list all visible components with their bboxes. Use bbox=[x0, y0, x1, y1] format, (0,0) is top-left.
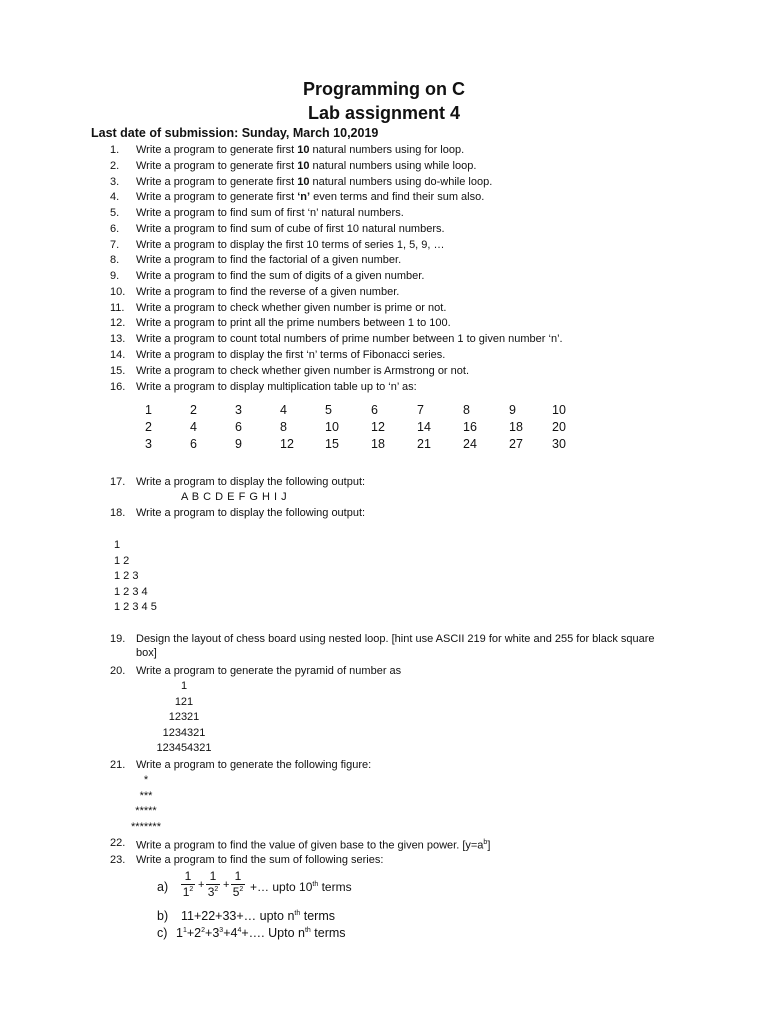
triangle-line: 1 2 bbox=[114, 554, 130, 567]
table-cell: 6 bbox=[190, 437, 197, 451]
list-item bbox=[110, 316, 451, 330]
list-item bbox=[110, 285, 400, 299]
denominator-base: 5 bbox=[232, 885, 240, 899]
series-c-label: c) bbox=[157, 926, 168, 940]
triangle-line: 1 bbox=[114, 539, 121, 551]
table-cell: 3 bbox=[235, 403, 242, 417]
list-item bbox=[110, 159, 477, 173]
item-number: 4. bbox=[110, 191, 120, 203]
item-text: Write a program to find sum of first ‘n’ natural numbers. bbox=[136, 207, 404, 219]
table-cell: 4 bbox=[280, 403, 287, 417]
item-text: Write a program to find the factorial of a given number. bbox=[136, 254, 402, 266]
item-text: Write a program to find the sum of digits of a given number. bbox=[136, 270, 425, 282]
list-item bbox=[110, 206, 404, 220]
list-item bbox=[110, 758, 372, 772]
table-cell: 18 bbox=[509, 420, 523, 434]
table-cell: 9 bbox=[509, 403, 516, 417]
list-item bbox=[110, 506, 366, 520]
item-number: 23. bbox=[110, 854, 126, 866]
list-item bbox=[110, 632, 655, 659]
item-number: 1. bbox=[110, 144, 120, 156]
table-cell: 21 bbox=[417, 437, 431, 451]
item-text: Write a program to generate the following figure: bbox=[136, 759, 372, 771]
item-number: 7. bbox=[110, 239, 120, 251]
table-cell: 10 bbox=[325, 420, 339, 434]
pyramid-line: 12321 bbox=[168, 711, 200, 723]
table-cell: 4 bbox=[190, 420, 197, 434]
item-text: Write a program to generate first ‘n’ even terms and find their sum also. bbox=[136, 191, 485, 203]
table-cell: 9 bbox=[235, 437, 242, 451]
exponent: 2 bbox=[239, 886, 244, 893]
exponent: 2 bbox=[214, 886, 219, 893]
list-item bbox=[110, 364, 469, 378]
item-text: Design the layout of chess board using nested loop. [hint use ASCII 219 for white and 255 for black square box] bbox=[136, 633, 655, 659]
item-text-part: ] bbox=[487, 839, 491, 852]
item-number: 15. bbox=[110, 365, 126, 377]
list-item bbox=[110, 664, 402, 678]
table-cell: 6 bbox=[235, 420, 242, 434]
item-number: 17. bbox=[110, 476, 126, 488]
table-cell: 2 bbox=[145, 420, 152, 434]
item-text: Write a program to generate first 10 natural numbers using for loop. bbox=[136, 144, 465, 156]
exponent: 1 bbox=[182, 926, 187, 934]
series-term: 1 bbox=[176, 926, 183, 940]
denominator bbox=[231, 885, 245, 899]
table-cell: 8 bbox=[463, 403, 470, 417]
list-item bbox=[110, 348, 446, 362]
item-number: 12. bbox=[110, 317, 126, 329]
item-number: 16. bbox=[110, 381, 126, 393]
exponent: 2 bbox=[201, 926, 206, 934]
alphabet-output: A B C D E F G H I J bbox=[181, 491, 288, 503]
triangle-line: 1 2 3 4 5 bbox=[114, 601, 157, 613]
star-line: ******* bbox=[131, 820, 161, 833]
series-text: terms bbox=[310, 926, 346, 940]
table-cell: 18 bbox=[371, 437, 385, 451]
star-line: ***** bbox=[135, 805, 157, 817]
item-text: Write a program to generate first 10 natural numbers using while loop. bbox=[136, 160, 477, 172]
table-cell: 20 bbox=[552, 420, 566, 434]
item-text: Write a program to check whether given number is prime or not. bbox=[136, 302, 447, 314]
numerator: 1 bbox=[231, 869, 245, 885]
item-text: Write a program to check whether given number is Armstrong or not. bbox=[136, 365, 469, 377]
item-text: Write a program to display the first 10 terms of series 1, 5, 9, … bbox=[136, 239, 445, 251]
item-text: Write a program to display the following output: bbox=[136, 476, 366, 488]
item-number: 18. bbox=[110, 507, 126, 519]
exponent: b bbox=[483, 839, 488, 846]
exponent: 3 bbox=[219, 926, 224, 934]
list-item bbox=[110, 175, 493, 189]
series-term: +4 bbox=[223, 926, 238, 940]
exponent: th bbox=[304, 926, 311, 934]
list-item bbox=[110, 269, 425, 283]
table-cell: 10 bbox=[552, 403, 566, 417]
pyramid-line: 123454321 bbox=[156, 742, 212, 754]
star-line: * bbox=[143, 774, 149, 786]
item-number: 11. bbox=[110, 302, 125, 314]
page-title: Programming on C bbox=[302, 79, 465, 99]
list-item bbox=[110, 332, 563, 346]
triangle-line: 1 2 3 bbox=[114, 570, 139, 582]
series-b bbox=[181, 909, 335, 923]
item-text-part: Write a program to find the value of given base to the given power. [y=a bbox=[136, 839, 484, 852]
plus-sign: + bbox=[198, 879, 205, 891]
item-text: Write a program to count total numbers of prime number between 1 to given number ‘n’. bbox=[136, 333, 563, 345]
series-c bbox=[176, 926, 346, 940]
item-number: 5. bbox=[110, 207, 120, 219]
item-text: Write a program to print all the prime numbers between 1 to 100. bbox=[136, 317, 451, 329]
list-item bbox=[110, 380, 417, 394]
list-item bbox=[110, 143, 465, 157]
table-cell: 1 bbox=[145, 403, 152, 417]
fraction bbox=[181, 869, 195, 899]
item-text: Write a program to display multiplication table up to ‘n’ as: bbox=[136, 381, 417, 393]
table-cell: 8 bbox=[280, 420, 287, 434]
table-cell: 15 bbox=[325, 437, 339, 451]
table-cell: 6 bbox=[371, 403, 378, 417]
submission-deadline: Last date of submission: Sunday, March 10,2019 bbox=[91, 126, 379, 140]
series-text: 11+22+33+… upto n bbox=[181, 909, 295, 923]
list-item bbox=[110, 853, 384, 867]
item-number: 22. bbox=[110, 837, 126, 849]
exponent: th bbox=[312, 881, 319, 888]
series-term: +2 bbox=[186, 926, 202, 940]
exponent: th bbox=[294, 909, 301, 917]
table-cell: 5 bbox=[325, 403, 332, 417]
series-text: terms bbox=[318, 880, 352, 894]
item-number: 19. bbox=[110, 633, 126, 645]
exponent: 4 bbox=[237, 926, 242, 934]
pyramid-line: 1 bbox=[180, 680, 188, 692]
table-cell: 7 bbox=[417, 403, 424, 417]
list-item bbox=[110, 238, 445, 252]
item-text: Write a program to display the first ‘n’ terms of Fibonacci series. bbox=[136, 349, 446, 361]
item-text: Write a program to display the following output: bbox=[136, 507, 366, 519]
fraction bbox=[231, 869, 245, 899]
numerator: 1 bbox=[206, 869, 220, 885]
list-item bbox=[110, 190, 485, 204]
series-b-label: b) bbox=[157, 909, 169, 923]
item-number: 6. bbox=[110, 223, 120, 235]
item-text: Write a program to generate first 10 natural numbers using do-while loop. bbox=[136, 176, 493, 188]
table-cell: 3 bbox=[145, 437, 152, 451]
pyramid-line: 1234321 bbox=[162, 726, 206, 739]
item-number: 21. bbox=[110, 759, 126, 771]
denominator-base: 1 bbox=[182, 885, 190, 899]
item-number: 9. bbox=[110, 270, 120, 282]
exponent: 2 bbox=[189, 886, 194, 893]
denominator-base: 3 bbox=[207, 885, 215, 899]
item-number: 20. bbox=[110, 665, 126, 677]
item-number: 13. bbox=[110, 333, 126, 345]
page-subtitle: Lab assignment 4 bbox=[307, 103, 461, 123]
item-text: Write a program to generate the pyramid of number as bbox=[136, 665, 402, 677]
denominator bbox=[206, 885, 220, 899]
table-cell: 30 bbox=[552, 437, 566, 451]
series-text: terms bbox=[300, 909, 335, 923]
item-text: Write a program to find the sum of following series: bbox=[136, 854, 384, 866]
plus-sign: + bbox=[223, 879, 230, 891]
numerator: 1 bbox=[181, 869, 195, 885]
item-text bbox=[136, 836, 490, 853]
triangle-line: 1 2 3 4 bbox=[114, 585, 148, 598]
list-item bbox=[110, 836, 491, 852]
series-text: +… upto 10 bbox=[250, 880, 313, 894]
series-a-label: a) bbox=[157, 880, 169, 894]
table-cell: 14 bbox=[417, 420, 431, 434]
series-text: +…. Upto n bbox=[241, 926, 305, 940]
table-cell: 24 bbox=[463, 437, 477, 451]
item-number: 2. bbox=[110, 160, 120, 172]
series-term: +3 bbox=[205, 926, 220, 940]
list-item bbox=[110, 253, 402, 267]
item-number: 8. bbox=[110, 254, 120, 266]
fraction bbox=[206, 869, 220, 899]
table-cell: 12 bbox=[280, 437, 294, 451]
item-number: 14. bbox=[110, 349, 126, 361]
series-a-tail bbox=[250, 880, 352, 894]
table-cell: 27 bbox=[509, 437, 523, 451]
table-cell: 12 bbox=[371, 420, 385, 434]
item-text: Write a program to find the reverse of a given number. bbox=[136, 286, 400, 298]
item-number: 10. bbox=[110, 286, 126, 298]
item-text: Write a program to find sum of cube of first 10 natural numbers. bbox=[136, 223, 445, 235]
denominator bbox=[181, 885, 195, 899]
list-item bbox=[110, 301, 447, 315]
star-line: *** bbox=[139, 789, 153, 802]
list-item bbox=[110, 222, 445, 236]
table-cell: 2 bbox=[190, 403, 197, 417]
pyramid-line: 121 bbox=[174, 695, 194, 708]
item-number: 3. bbox=[110, 176, 120, 188]
list-item bbox=[110, 475, 366, 489]
table-cell: 16 bbox=[463, 420, 477, 434]
